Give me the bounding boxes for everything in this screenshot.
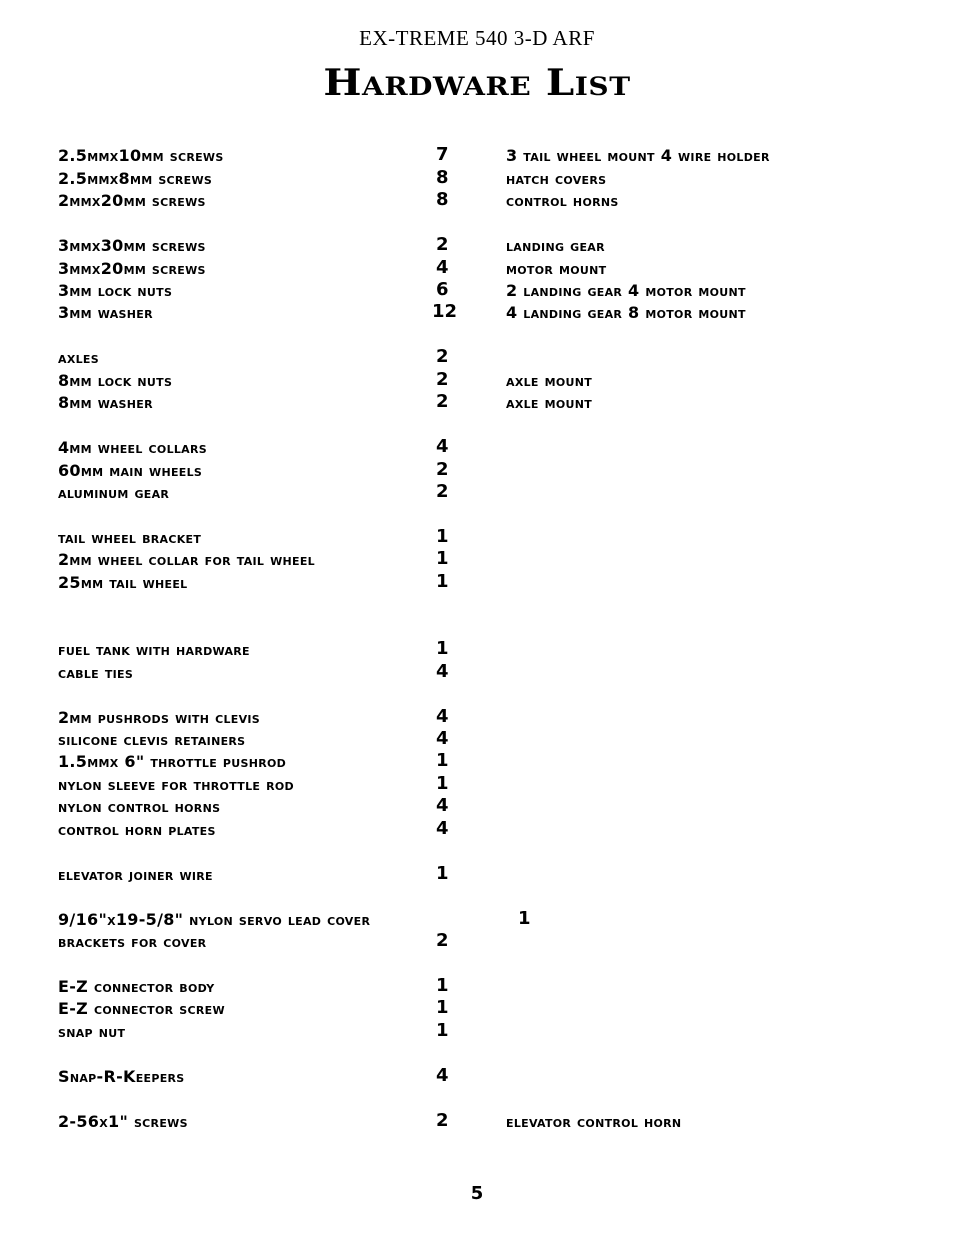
item-quantity: 8 xyxy=(436,189,449,210)
item-quantity: 2 xyxy=(436,930,449,951)
item-name: cable ties xyxy=(58,663,134,682)
item-quantity: 1 xyxy=(436,863,449,884)
item-quantity: 2 xyxy=(436,459,449,480)
item-quantity: 4 xyxy=(436,436,449,457)
item-quantity: 1 xyxy=(436,1020,449,1041)
item-quantity: 4 xyxy=(436,1065,449,1086)
item-name: elevator joiner wire xyxy=(58,865,213,884)
item-name: 4mm wheel collars xyxy=(58,438,207,457)
item-name: 2.5mmx8mm screws xyxy=(58,169,213,188)
item-name: fuel tank with hardware xyxy=(58,640,250,659)
item-note: hatch covers xyxy=(506,169,607,188)
item-note: axle mount xyxy=(506,393,593,412)
item-name: silicone clevis retainers xyxy=(58,730,246,749)
item-name: 2mmx20mm screws xyxy=(58,191,206,210)
item-quantity: 1 xyxy=(436,750,449,771)
item-quantity: 2 xyxy=(436,481,449,502)
item-name: 1.5mmx 6" throttle pushrod xyxy=(58,752,287,771)
item-quantity: 4 xyxy=(436,795,449,816)
item-quantity: 1 xyxy=(436,997,449,1018)
item-quantity: 7 xyxy=(436,144,449,165)
item-quantity: 6 xyxy=(436,279,449,300)
item-name: E-Z connector screw xyxy=(58,999,225,1018)
item-quantity: 1 xyxy=(436,638,449,659)
item-name: 8mm washer xyxy=(58,393,153,412)
item-name: 2-56x1" screws xyxy=(58,1112,188,1131)
item-name: 60mm main wheels xyxy=(58,461,203,480)
item-quantity: 2 xyxy=(436,369,449,390)
item-name: 3mm washer xyxy=(58,303,153,322)
item-name: 2mm wheel collar for tail wheel xyxy=(58,550,315,569)
item-name: axles xyxy=(58,348,99,367)
item-quantity: 2 xyxy=(436,346,449,367)
item-note: 4 landing gear 8 motor mount xyxy=(506,303,746,322)
document-header: EX-TREME 540 3-D ARF xyxy=(359,26,595,50)
item-name: 2mm pushrods with clevis xyxy=(58,708,260,727)
item-quantity: 1 xyxy=(436,773,449,794)
item-quantity: 4 xyxy=(436,706,449,727)
item-name: nylon sleeve for throttle rod xyxy=(58,775,294,794)
item-name: nylon control horns xyxy=(58,797,221,816)
item-name: 8mm lock nuts xyxy=(58,371,173,390)
item-name: control horn plates xyxy=(58,820,216,839)
item-note: elevator control horn xyxy=(506,1112,682,1131)
item-name: 25mm tail wheel xyxy=(58,573,188,592)
item-name: snap nut xyxy=(58,1022,126,1041)
item-name: brackets for cover xyxy=(58,932,207,951)
item-name: 3mm lock nuts xyxy=(58,281,173,300)
item-quantity: 1 xyxy=(436,526,449,547)
item-name: 2.5mmx10mm screws xyxy=(58,146,224,165)
item-quantity: 2 xyxy=(436,1110,449,1131)
page-number: 5 xyxy=(470,1183,484,1204)
page-title: Hardware List xyxy=(323,62,631,104)
item-quantity: 4 xyxy=(436,661,449,682)
item-quantity: 1 xyxy=(436,548,449,569)
item-note: 3 tail wheel mount 4 wire holder xyxy=(506,146,770,165)
item-note: landing gear xyxy=(506,236,605,255)
item-note: motor mount xyxy=(506,259,607,278)
item-quantity: 12 xyxy=(432,301,458,322)
item-quantity: 2 xyxy=(436,391,449,412)
item-note: 2 landing gear 4 motor mount xyxy=(506,281,746,300)
item-name: 3mmx30mm screws xyxy=(58,236,206,255)
item-quantity: 1 xyxy=(436,975,449,996)
item-name: 3mmx20mm screws xyxy=(58,259,206,278)
item-quantity: 8 xyxy=(436,167,449,188)
item-name: Snap-R-Keepers xyxy=(58,1067,185,1086)
item-note: axle mount xyxy=(506,371,593,390)
item-quantity: 1 xyxy=(518,908,531,929)
item-quantity: 4 xyxy=(436,728,449,749)
item-name: 9/16"x19-5/8" nylon servo lead cover xyxy=(58,910,371,929)
item-quantity: 2 xyxy=(436,234,449,255)
item-name: aluminum gear xyxy=(58,483,170,502)
item-quantity: 4 xyxy=(436,818,449,839)
item-name: E-Z connector body xyxy=(58,977,215,996)
item-note: control horns xyxy=(506,191,619,210)
item-name: tail wheel bracket xyxy=(58,528,202,547)
item-quantity: 1 xyxy=(436,571,449,592)
item-quantity: 4 xyxy=(436,257,449,278)
